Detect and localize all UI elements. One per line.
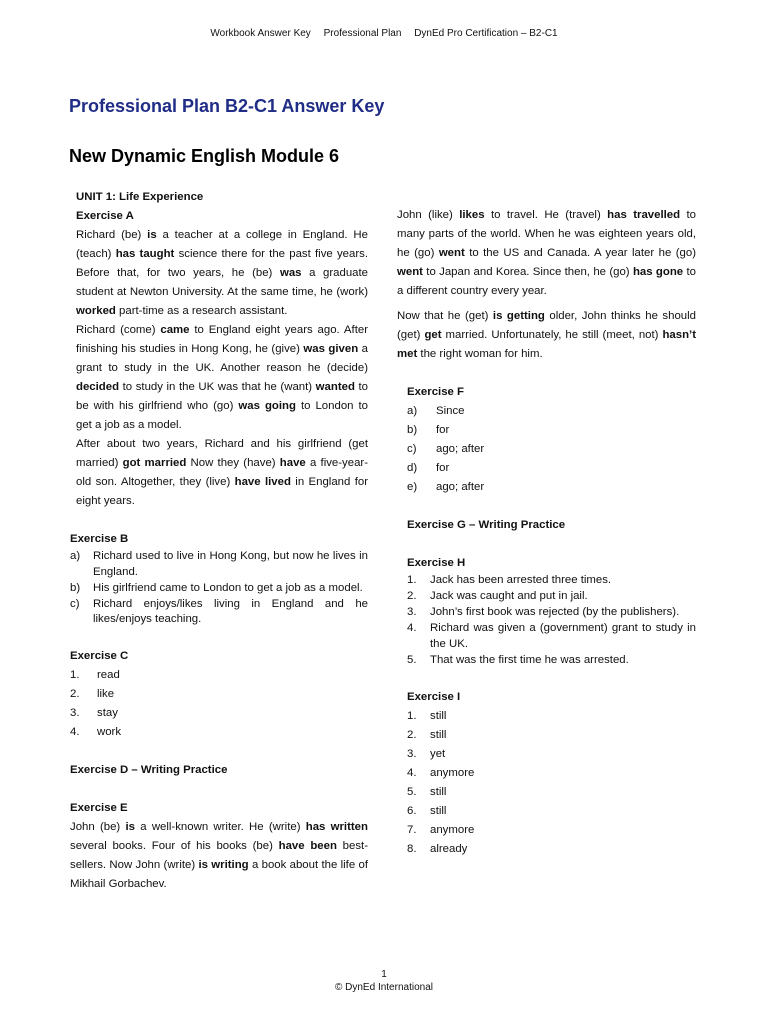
list-item: a) Richard used to live in Hong Kong, but now he lives in England. — [70, 550, 368, 578]
list-item: 7. anymore — [407, 823, 475, 836]
list-item: 5. still — [407, 785, 447, 798]
exercise-a-paragraph-2: Richard (come) came to England eight years ago. After finishing his studies in Hong Kong, he (give) was given a grant to study in the UK. Another reason he (decide) decided to study in the UK was that he (want) wanted to be with his girlfriend who (go) was going to London to get a job as a model. — [76, 324, 369, 431]
exercise-i-heading: Exercise I — [407, 690, 461, 703]
copyright: © DynEd International — [335, 982, 433, 993]
list-item: 6. still — [407, 804, 447, 817]
list-item: 4. anymore — [407, 766, 475, 779]
exercise-i-list — [397, 707, 696, 859]
exercise-e-paragraph-1: John (be) is a well-known writer. He (write) has written several books. Four of his books (be) have been best-sellers. Now John (write) is writing a book about the life of Mikhail Gorbachev. — [70, 821, 368, 890]
list-item: 4. Richard was given a (government) grant to study in the UK. — [407, 622, 696, 650]
list-item: 1. read — [70, 669, 120, 681]
exercise-b-list — [70, 549, 368, 628]
header-certification: DynEd Pro Certification – B2-C1 — [414, 28, 558, 39]
list-item: 3. John’s first book was rejected (by the publishers). — [407, 606, 680, 618]
module-title: New Dynamic English Module 6 — [69, 146, 340, 166]
unit-heading: UNIT 1: Life Experience — [76, 191, 204, 203]
list-item: 8. already — [407, 842, 468, 855]
left-column — [70, 188, 368, 894]
page-footer — [0, 968, 768, 994]
exercise-b-heading: Exercise B — [70, 533, 129, 545]
exercise-e-paragraph-2: John (like) likes to travel. He (travel) has travelled to many parts of the world. When he was eighteen years old, he (go) went to the US and Canada. A year later he (go) went to Japan and Korea. Since then, he (go) has gone to a different country every year. — [397, 209, 696, 297]
list-item: 5. That was the first time he was arrested. — [407, 653, 629, 666]
document-title: Professional Plan B2-C1 Answer Key — [69, 96, 385, 116]
exercise-h-heading: Exercise H — [407, 557, 466, 569]
exercise-a-paragraph-3: After about two years, Richard and his girlfriend (get married) got married Now they (have) have a five-year-old son. Altogether, they (live) have lived in England for eight years. — [76, 438, 368, 507]
list-item: 1. still — [407, 709, 447, 722]
list-item: c) Richard enjoys/likes living in England and he likes/enjoys teaching. — [70, 597, 368, 625]
list-item: e) ago; after — [407, 481, 485, 493]
exercise-e-paragraph-3: Now that he (get) is getting older, John thinks he should (get) get married. Unfortunately, he still (meet, not) hasn’t met the right woman for him. — [397, 310, 696, 360]
exercise-e-heading: Exercise E — [70, 802, 128, 814]
list-item: c) ago; after — [407, 443, 485, 455]
exercise-a-paragraph-1: Richard (be) is a teacher at a college in England. He (teach) has taught science there for the past five years. Before that, for two years, he (be) was a graduate student at Newton University. At the same time, he (work) worked part-time as a research assistant. — [76, 229, 369, 317]
list-item: 2. Jack was caught and put in jail. — [407, 590, 588, 602]
exercise-f-heading: Exercise F — [407, 386, 464, 398]
header-plan: Professional Plan — [323, 28, 402, 39]
list-item: 2. still — [407, 728, 447, 741]
exercise-c-list — [70, 666, 368, 742]
exercise-a-heading: Exercise A — [76, 210, 134, 222]
list-item: 2. like — [70, 688, 115, 700]
right-column — [397, 206, 696, 859]
list-item: a) Since — [407, 405, 465, 417]
list-item: 3. stay — [70, 707, 118, 719]
header-workbook: Workbook Answer Key — [210, 28, 311, 39]
unit-1-section — [70, 188, 368, 511]
page-header — [0, 28, 768, 39]
list-item: b) His girlfriend came to London to get a job as a model. — [70, 581, 363, 594]
list-item: 4. work — [70, 726, 122, 738]
exercise-f-section — [397, 383, 696, 535]
exercise-h-list — [397, 573, 696, 668]
exercise-f-list — [407, 402, 696, 497]
list-item: 1. Jack has been arrested three times. — [407, 574, 612, 586]
exercise-d-heading: Exercise D – Writing Practice — [70, 764, 228, 776]
page-number: 1 — [381, 969, 387, 980]
list-item: 3. yet — [407, 747, 446, 760]
list-item: d) for — [407, 462, 450, 474]
list-item: b) for — [407, 424, 450, 436]
exercise-g-heading: Exercise G – Writing Practice — [407, 519, 566, 531]
exercise-c-heading: Exercise C — [70, 650, 129, 662]
